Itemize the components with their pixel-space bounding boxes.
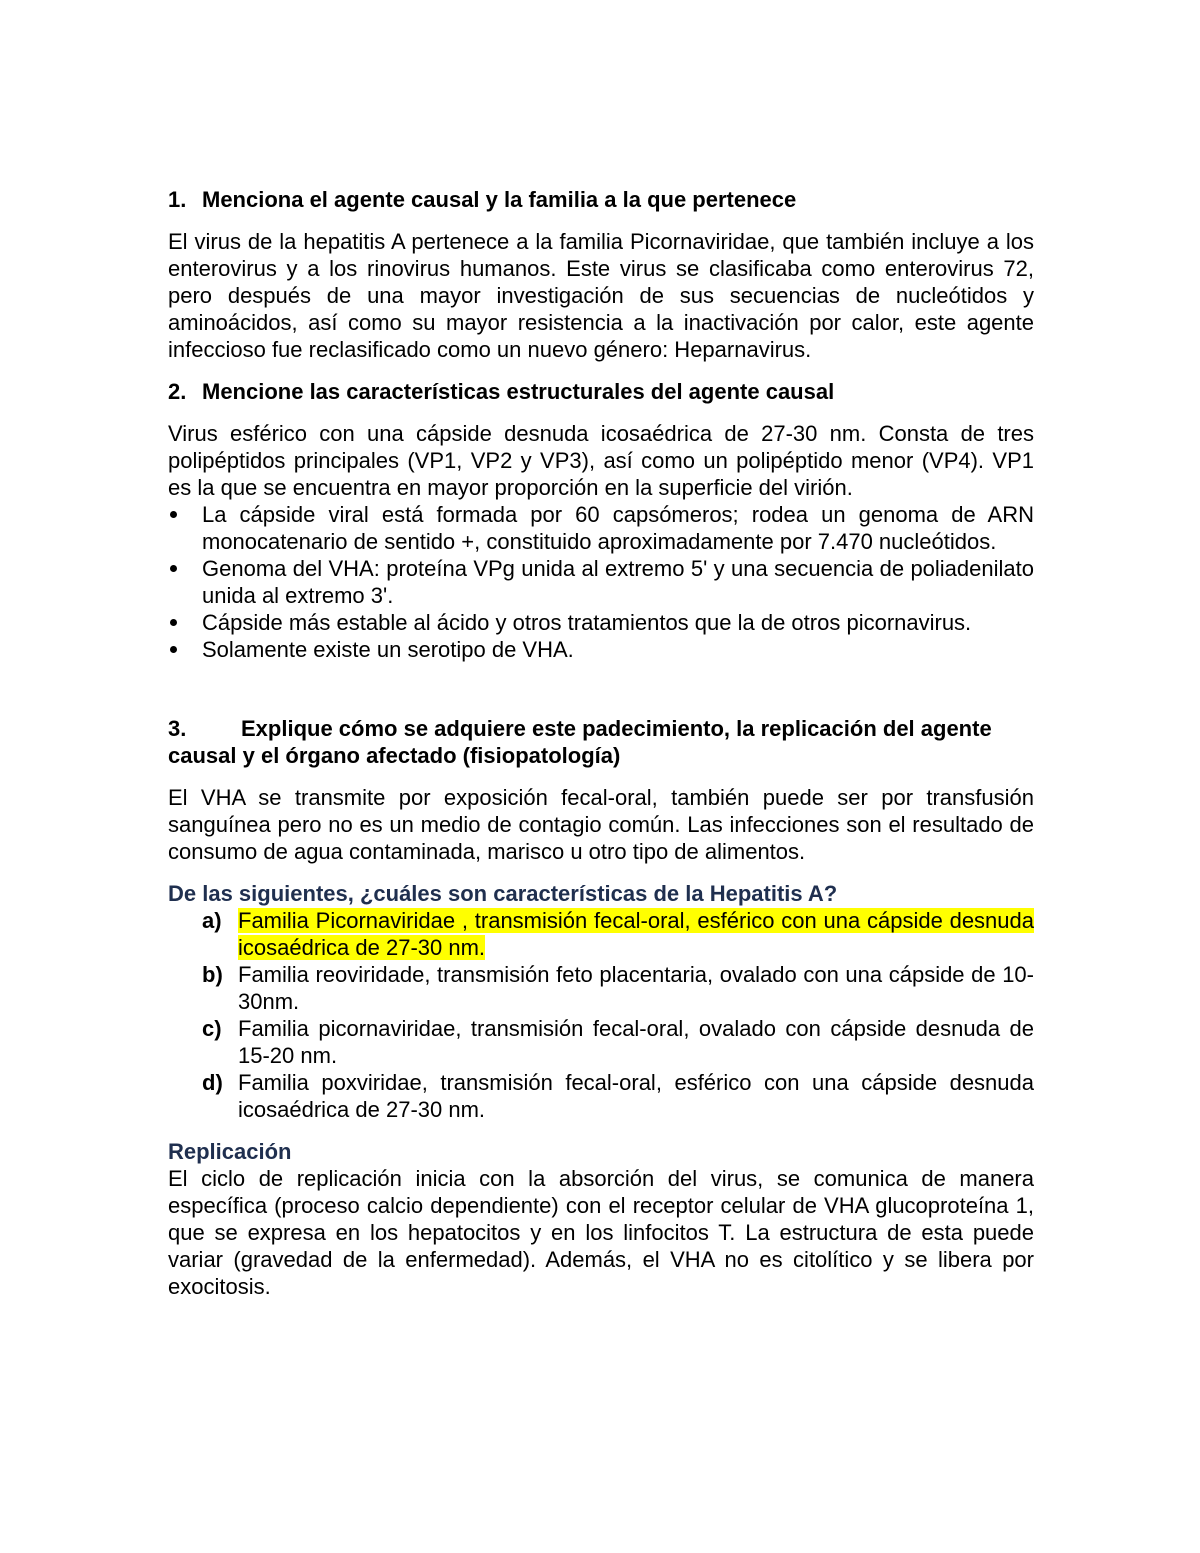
bullet-icon xyxy=(170,619,177,626)
replication-body: El ciclo de replicación inicia con la absorción del virus, se comunica de manera específica (proceso calcio dependiente) con el receptor celular de VHA glucoproteína 1, que se expresa en los hepatocitos y en los linfocitos T. La estructura de esta puede variar (gravedad de la enfermedad). Además, el VHA no es citolítico y se libera por exocitosis. xyxy=(168,1166,1034,1299)
section-2-body: Virus esférico con una cápside desnuda icosaédrica de 27-30 nm. Consta de tres polipéptidos principales (VP1, VP2 y VP3), así como un polipéptido menor (VP4). VP1 es la que se encuentra en mayor proporción en la superficie del virión. xyxy=(168,421,1034,500)
bullet-item xyxy=(168,501,1034,555)
option-text-highlighted: Familia Picornaviridae , transmisión fecal-oral, esférico con una cápside desnuda icosaédrica de 27-30 nm. xyxy=(238,908,1034,960)
section-2-number: 2. xyxy=(168,379,187,404)
bullet-text: Genoma del VHA: proteína VPg unida al extremo 5' y una secuencia de poliadenilato unida al extremo 3'. xyxy=(202,556,1034,608)
option-text: Familia picornaviridae, transmisión fecal-oral, ovalado con cápside desnuda de 15-20 nm. xyxy=(238,1016,1034,1068)
answer-option-list xyxy=(168,907,1034,1123)
question-title: De las siguientes, ¿cuáles son características de la Hepatitis A? xyxy=(168,881,838,906)
answer-option-a xyxy=(168,907,1034,961)
answer-option-b xyxy=(168,961,1034,1015)
bullet-item xyxy=(168,555,1034,609)
section-3-heading xyxy=(168,715,1034,769)
section-3-title: Explique cómo se adquiere este padecimiento, la replicación del agente causal y el órgano afectado (fisiopatología) xyxy=(168,716,992,768)
bullet-text: La cápside viral está formada por 60 capsómeros; rodea un genoma de ARN monocatenario de sentido +, constituido aproximadamente por 7.470 nucleótidos. xyxy=(202,502,1034,554)
structure-bullet-list xyxy=(168,501,1034,663)
section-1-title: Menciona el agente causal y la familia a la que pertenece xyxy=(202,187,797,212)
answer-option-c xyxy=(168,1015,1034,1069)
section-1-heading xyxy=(168,186,1034,213)
section-2-title: Mencione las características estructurales del agente causal xyxy=(202,379,835,404)
option-letter: b) xyxy=(202,962,223,987)
section-3-number: 3. xyxy=(168,716,187,741)
bullet-icon xyxy=(170,511,177,518)
section-2-heading xyxy=(168,378,1034,405)
bullet-item xyxy=(168,636,1034,663)
section-1-number: 1. xyxy=(168,187,187,212)
bullet-icon xyxy=(170,565,177,572)
answer-option-d xyxy=(168,1069,1034,1123)
option-letter: c) xyxy=(202,1016,222,1041)
bullet-icon xyxy=(170,646,177,653)
bullet-item xyxy=(168,609,1034,636)
option-letter: a) xyxy=(202,908,222,933)
section-3-body: El VHA se transmite por exposición fecal-oral, también puede ser por transfusión sanguínea pero no es un medio de contagio común. Las infecciones son el resultado de consumo de agua contaminada, marisco u otro tipo de alimentos. xyxy=(168,785,1034,864)
section-1-body: El virus de la hepatitis A pertenece a la familia Picornaviridae, que también incluye a los enterovirus y a los rinovirus humanos. Este virus se clasificaba como enterovirus 72, pero después de una mayor investigación de sus secuencias de nucleótidos y aminoácidos, así como su mayor resistencia a la inactivación por calor, este agente infeccioso fue reclasificado como un nuevo género: Heparnavirus. xyxy=(168,229,1034,362)
document-page xyxy=(168,186,1034,1300)
option-text: Familia reoviridade, transmisión feto placentaria, ovalado con una cápside de 10-30nm. xyxy=(238,962,1034,1014)
option-text: Familia poxviridae, transmisión fecal-oral, esférico con una cápside desnuda icosaédrica de 27-30 nm. xyxy=(238,1070,1034,1122)
bullet-text: Solamente existe un serotipo de VHA. xyxy=(202,637,574,662)
option-letter: d) xyxy=(202,1070,223,1095)
bullet-text: Cápside más estable al ácido y otros tratamientos que la de otros picornavirus. xyxy=(202,610,972,635)
replication-title: Replicación xyxy=(168,1139,292,1164)
